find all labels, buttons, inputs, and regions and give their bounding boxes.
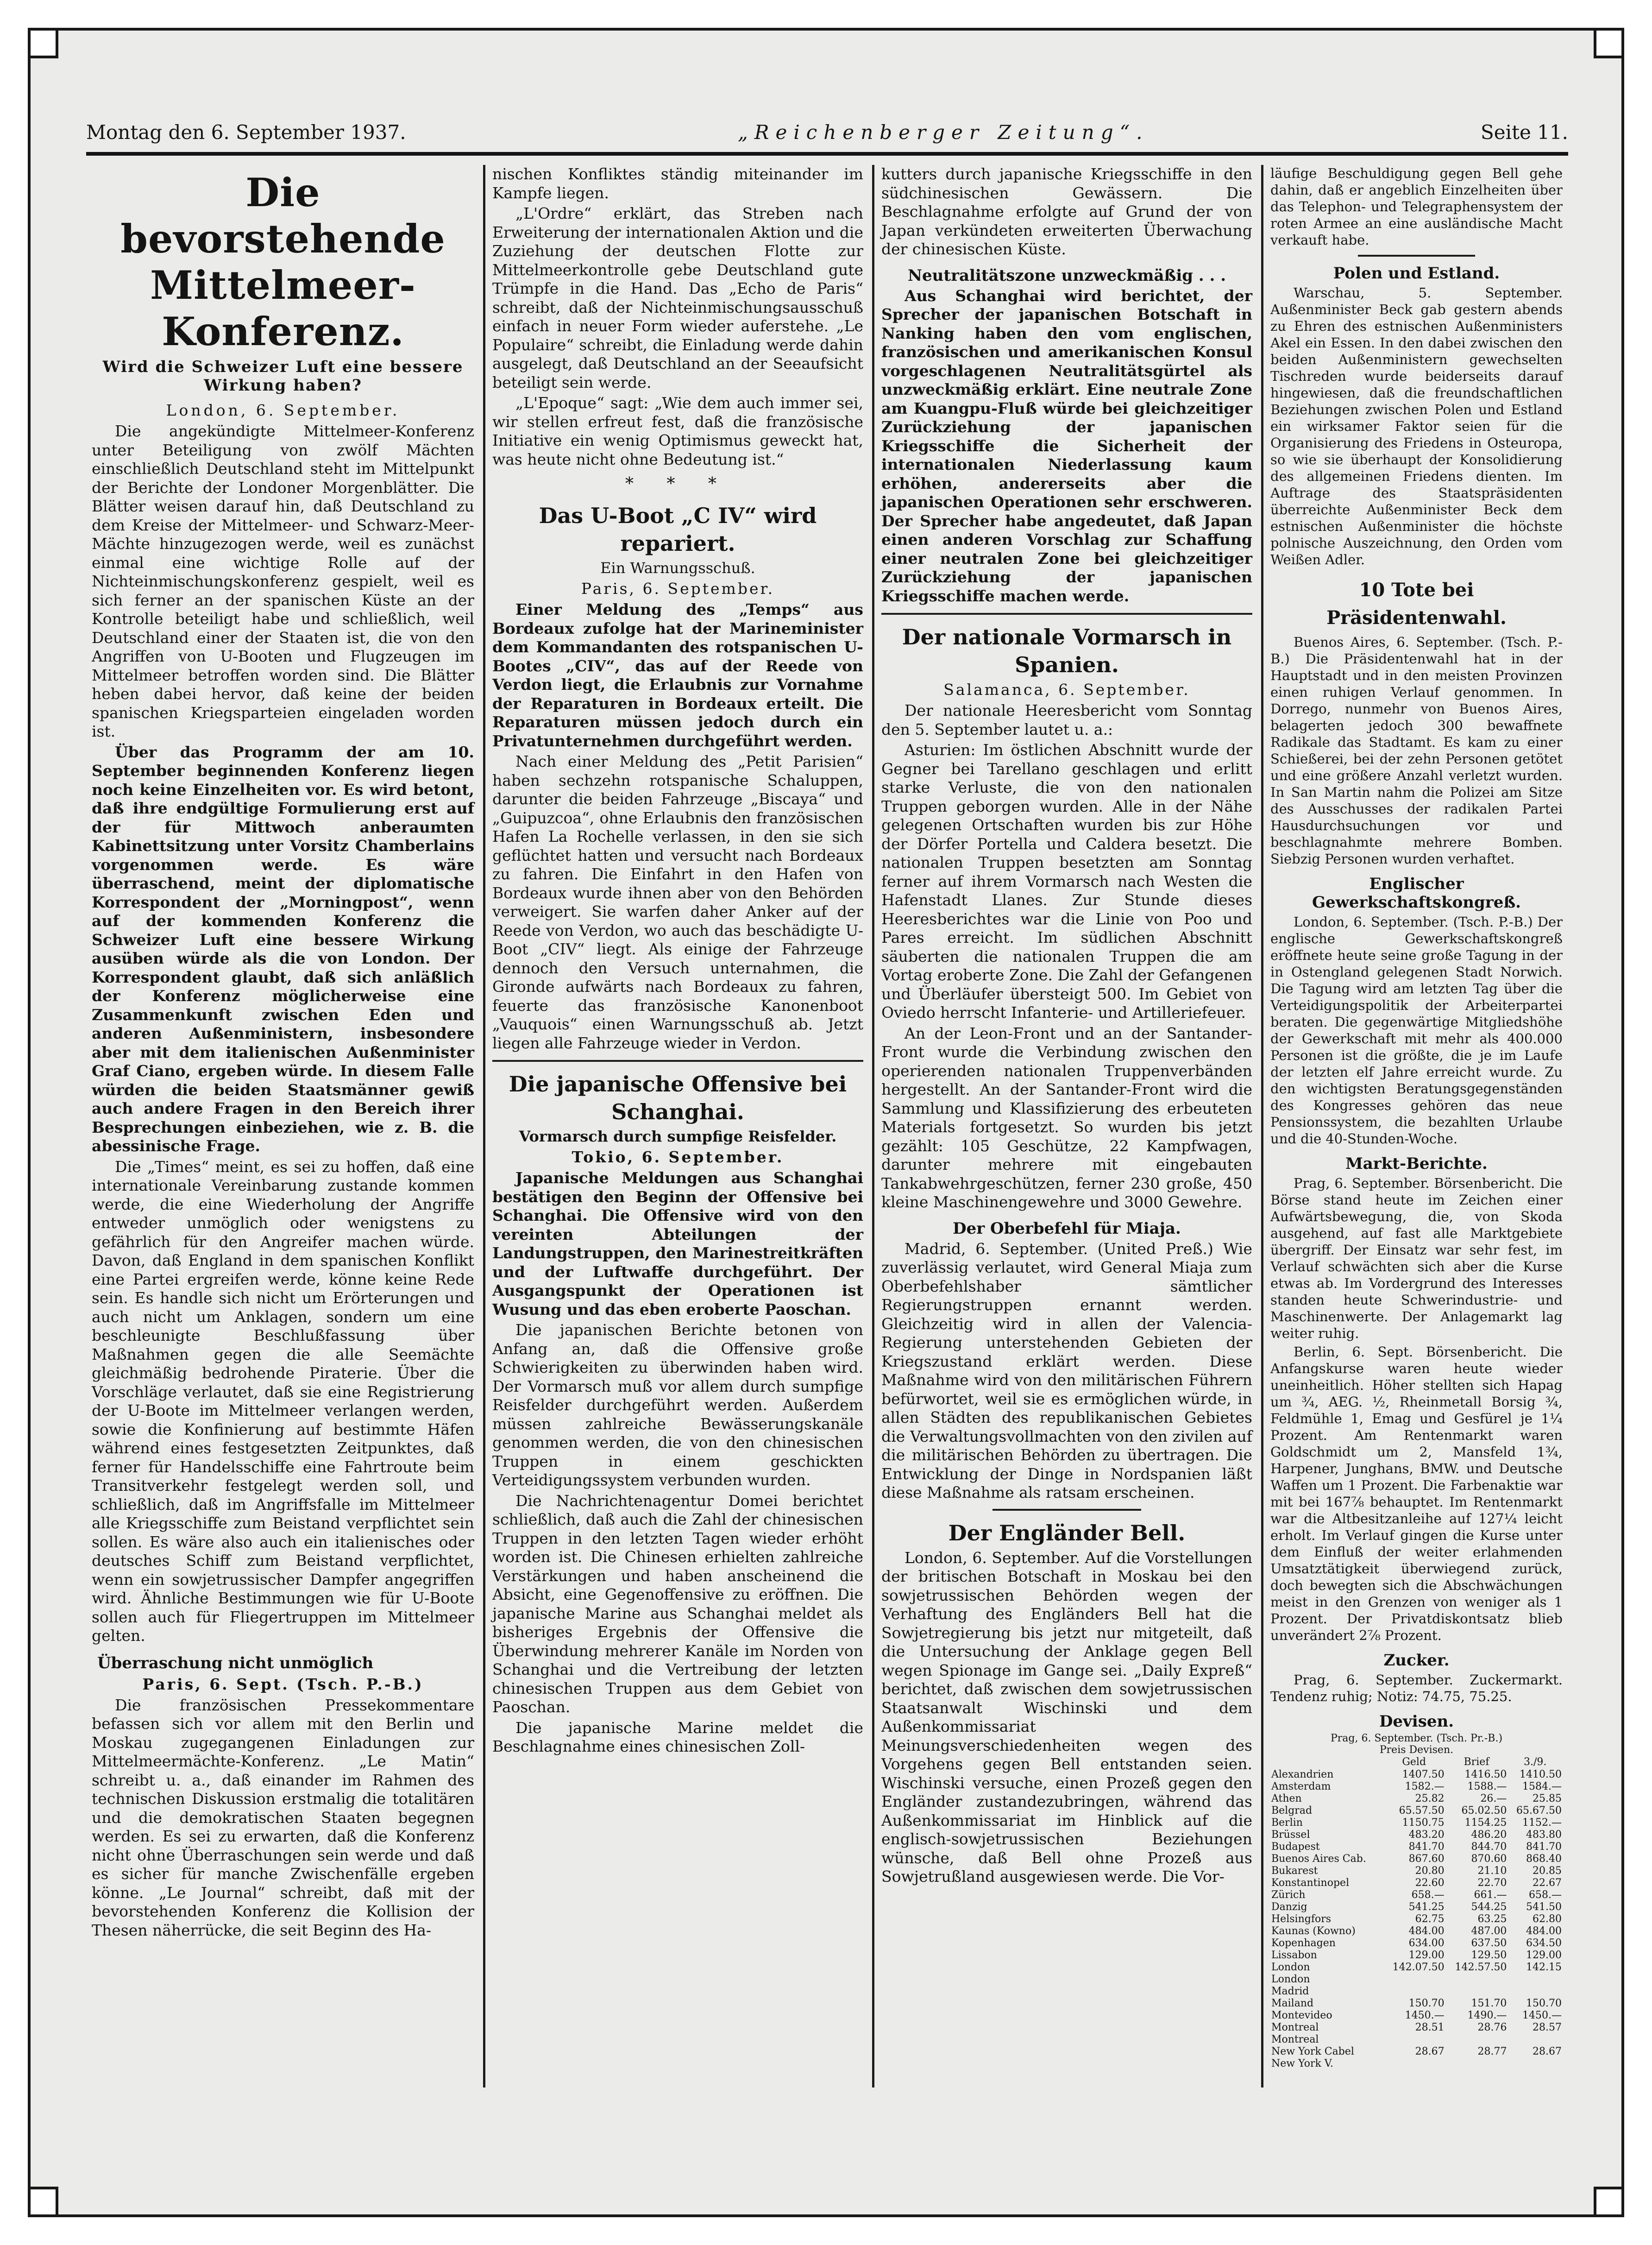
table-row <box>1270 2034 1563 2046</box>
table-row <box>1270 2046 1563 2058</box>
table-cell-prev: 483.80 <box>1526 1829 1562 1841</box>
table-cell-brief: 151.70 <box>1471 1998 1507 2009</box>
table-cell-brief: 142.57.50 <box>1455 1961 1507 1973</box>
table-cell-geld: 658.— <box>1411 1889 1445 1901</box>
section-heading: Der Oberbefehl für Miaja. <box>953 1219 1181 1238</box>
table-cell-brief: 870.60 <box>1471 1853 1507 1865</box>
table-row <box>1270 2058 1563 2070</box>
section-heading: Überraschung nicht unmöglich <box>97 1653 374 1672</box>
section-heading: Neutralitätszone unzweckmäßig . . . <box>907 266 1226 285</box>
table-cell-name: London <box>1271 1961 1310 1973</box>
table-cell-geld: 1582.— <box>1405 1781 1445 1792</box>
table-cell-brief: 65.02.50 <box>1461 1805 1507 1816</box>
table-row <box>1270 1889 1563 1901</box>
table-cell-prev: 28.67 <box>1533 2046 1562 2057</box>
table-cell-prev: 65.67.50 <box>1516 1805 1562 1816</box>
table-row <box>1270 1841 1563 1853</box>
table-row <box>1270 1769 1563 1781</box>
table-cell-brief: 544.25 <box>1471 1901 1507 1913</box>
table-row <box>1270 1949 1563 1961</box>
section-heading: Englischer Gewerkschaftskongreß. <box>1312 875 1521 912</box>
table-cell-prev: 658.— <box>1529 1889 1562 1901</box>
devisen-table-body <box>1270 1769 1563 2070</box>
article-paragraph: Madrid, 6. September. (United Preß.) Wie zuverlässig verlautet, wird General Miaja zum Oberbefehlshaber sämtlicher Regierungstruppen ernannt werden. Gleichzeitig wird in allen der Valencia-Regierung unterstehenden Gebieten der Kriegszustand erklärt werden. Diese Maßnahme wird von den militärischen Führern befürwortet, weil sie es ermöglichen würde, in allen Städten des republikanischen Gebietes die Verwaltungsvollmachten von den zivilen auf die militärischen Behörden zu übertragen. Die Entwicklung der Dinge in Nordspanien läßt diese Maßnahme als ratsam erscheinen. <box>881 1239 1252 1501</box>
table-row <box>1270 1829 1563 1841</box>
article-paragraph: „L'Epoque“ sagt: „Wie dem auch immer sei, wir stellen erfreut fest, daß die französische Initiative ein wenig Optimismus geweckt hat, was heute nicht ohne Bedeutung ist.“ <box>492 394 863 468</box>
column-1 <box>86 165 480 2087</box>
article-paragraph: London, 6. September. (Tsch. P.-B.) Der englische Gewerkschaftskongreß eröffnete heute seine große Tagung in der in Ostengland gelegenen Stadt Norwich. Die Tagung wird am letzten Tag über die Verteidigungspolitik der Arbeiterpartei beraten. Die gegenwärtige Mitgliedshöhe der Gewerkschaft mit mehr als 400.000 Personen ist die größte, die je im Laufe der letzten elf Jahre erreicht wurde. Zu den wichtigsten Beratungsgegenständen des Kongresses gehören das neue Pensionssystem, die bezahlten Urlaube und die 40-Stunden-Woche. <box>1270 914 1563 1147</box>
table-row <box>1270 1913 1563 1925</box>
table-cell-brief: 129.50 <box>1471 1949 1507 1961</box>
table-cell-brief <box>1445 2034 1508 2046</box>
table-row <box>1270 1817 1563 1829</box>
section-divider <box>492 1060 863 1062</box>
article-paragraph: „L'Ordre“ erklärt, das Streben nach Erweiterung der internationalen Aktion und die Zuziehung der deutschen Flotte zur Mittelmeerkontrolle gebe Deutschland gute Trümpfe in die Hand. Das „Echo de Paris“ schreibt, daß der Nichteinmischungsausschuß einfach in neuer Form wieder auferstehe. „Le Populaire“ schreibt, die Einladung werde dahin ausgelegt, daß Deutschland an der Seeaufsicht beteiligt sein werde. <box>492 204 863 391</box>
table-cell-brief: 1416.50 <box>1464 1769 1507 1780</box>
section-divider: * * * <box>625 474 730 493</box>
table-cell-brief: 637.50 <box>1471 1937 1507 1949</box>
table-row <box>1270 1793 1563 1805</box>
section-heading: Polen und Estland. <box>1333 264 1500 283</box>
dateline: Paris, 6. September. <box>581 580 775 598</box>
table-cell-prev <box>1508 2034 1563 2046</box>
article-paragraph: Die japanischen Berichte betonen von Anfang an, daß die Offensive große Schwierigkeiten zu überwinden haben wird. Der Vormarsch muß vor allem durch sumpfige Reisfelder durchgeführt werden. Außerdem müssen zahlreiche Bewässerungskanäle genommen werden, die von den chinesischen Truppen in einem geschickten Verteidigungssystem verbunden wurden. <box>492 1321 863 1489</box>
table-cell-name: Kaunas (Kowno) <box>1271 1925 1356 1937</box>
table-cell-name: Amsterdam <box>1271 1781 1331 1792</box>
section-heading: Zucker. <box>1383 1651 1450 1670</box>
table-cell-name: New York V. <box>1271 2058 1333 2069</box>
table-cell-prev: 20.85 <box>1533 1865 1562 1877</box>
table-cell-geld: 1450.— <box>1405 2010 1445 2021</box>
table-row <box>1270 1937 1563 1949</box>
table-row <box>1270 1865 1563 1877</box>
table-row <box>1270 1877 1563 1889</box>
section-heading: Das U-Boot „C IV“ wird repariert. <box>539 503 817 556</box>
page-header <box>86 105 1568 156</box>
article-paragraph: nischen Konfliktes ständig miteinander im Kampfe liegen. <box>492 165 863 202</box>
table-header-cell: Brief <box>1464 1756 1489 1768</box>
table-cell-prev: 142.15 <box>1526 1961 1562 1973</box>
table-cell-prev: 541.50 <box>1526 1901 1562 1913</box>
table-cell-brief: 22.70 <box>1477 1877 1507 1889</box>
table-header-cell <box>1270 1756 1383 1769</box>
table-cell-brief: 1490.— <box>1467 2010 1507 2021</box>
article-paragraph: Warschau, 5. September. Außenminister Beck gab gestern abends zu Ehren des estnischen Außenministers Akel ein Essen. In den dabei zwischen den beiden Außenministern gewechselten Tischreden wurde beiderseits darauf hingewiesen, daß die freundschaftlichen Beziehungen zwischen Polen und Estland ein wirksamer Faktor seien für die Organisierung des Friedens in Osteuropa, so wie sie überhaupt der Konsolidierung des allgemeinen Friedens dienten. Im Auftrage des Staatspräsidenten überreichte Außenminister Beck dem estnischen Außenminister die höchste polnische Auszeichnung, den Orden vom Weißen Adler. <box>1270 285 1563 568</box>
section-heading: Der nationale Vormarsch in Spanien. <box>902 624 1232 677</box>
table-row <box>1270 1974 1563 1986</box>
article-paragraph: Die französischen Pressekommentare befassen sich vor allem mit den Berlin und Moskau zugegangenen Einladungen zur Mittelmeermächte-Konferenz. „Le Matin“ schreibt u. a., daß einander im Rahmen des technischen Diskussion erstmalig die totalitären und die demokratischen Staaten begegnen werden. Es sei zu erwarten, daß die Konferenz nicht ohne Überraschungen sein werde und daß es sicher für manche Zwischenfälle ergeben könne. „Le Journal“ schreibt, daß mit der bevorstehenden Konferenz die Kollision der Thesen näherrücke, die seit Beginn des Ha- <box>92 1696 474 1939</box>
table-row <box>1270 2010 1563 2022</box>
dateline: Paris, 6. Sept. (Tsch. P.-B.) <box>142 1675 424 1693</box>
column-rule <box>872 165 874 2087</box>
column-3 <box>876 165 1258 2087</box>
market-report: Prag, 6. September. Börsenbericht. Die Börse stand heute im Zeichen einer Aufwärtsbewegung, die, von Skoda ausgehend, auf fast alle Marktgebiete übergriff. Der Einsatz war sehr fest, im Verlauf schwächten sich aber die Kurse etwas ab. Im Vordergrund des Interesses standen heute Schwerindustrie- und Maschinenwerte. Der Anlagemarkt lag weiter ruhig. <box>1270 1175 1563 1341</box>
section-divider <box>992 1509 1141 1511</box>
table-cell-prev: 841.70 <box>1526 1841 1562 1853</box>
table-row <box>1270 1961 1563 1974</box>
article-paragraph: Aus Schanghai wird berichtet, der Sprecher der japanischen Botschaft in Nanking haben den vom englischen, französischen und amerikanischen Konsul vorgeschlagenen Neutralitätsgürtel als unzweckmäßig erklärt. Eine neutrale Zone am Kuangpu-Fluß würde bei gleichzeitiger Zurückziehung der japanischen Kriegsschiffe die Sicherheit der internationalen Niederlassung kaum erhöhen, andererseits aber die japanischen Operationen sehr erschweren. Der Sprecher habe angedeutet, daß Japan einen anderen Vorschlag zur Schaffung einer neutralen Zone bei gleichzeitiger Zurückziehung der japanischen Kriegsschiffe machen werde. <box>881 286 1252 605</box>
column-rule <box>1261 165 1263 2087</box>
table-cell-prev: 150.70 <box>1526 1998 1562 2009</box>
column-4 <box>1265 165 1568 2087</box>
table-cell-prev: 22.67 <box>1533 1877 1562 1889</box>
table-cell-geld: 65.57.50 <box>1399 1805 1445 1816</box>
table-cell-brief: 28.76 <box>1477 2022 1507 2033</box>
table-cell-prev: 25.85 <box>1533 1793 1562 1804</box>
table-cell-prev: 62.80 <box>1533 1913 1562 1925</box>
article-paragraph: Die Nachrichtenagentur Domei berichtet schließlich, daß auch die Zahl der chinesischen Truppen in den letzten Tagen wieder erhöht worden ist. Die Chinesen erhielten zahlreiche Verstärkungen und haben anscheinend die Absicht, eine Gegenoffensive zu eröffnen. Die japanische Marine aus Schanghai meldet als bisheriges Ergebnis der Offensive die Überwindung mehrerer Kanäle im Norden von Schanghai und die Vertreibung der letzten chinesischen Truppen aus dem Gebiet von Paoschan. <box>492 1491 863 1716</box>
article-paragraph: Buenos Aires, 6. September. (Tsch. P.-B.) Die Präsidentenwahl hat in der Hauptstadt und in den meisten Provinzen einen ruhigen Verlauf genommen. In Dorrego, nunmehr von Buenos Aires, belagerten jedoch 300 bewaffnete Radikale das Stadtamt. Es kam zu einer Schießerei, bei der zehn Personen getötet und eine größere Anzahl verletzt wurden. In San Martin nahm die Polizei am Sitze des Ausschusses der radikalen Partei Hausdurchsuchungen vor und beschlagnahmte mehrere Bomben. Siebzig Personen wurden verhaftet. <box>1270 634 1563 867</box>
table-row <box>1270 1986 1563 1998</box>
table-cell-name: Brüssel <box>1271 1829 1310 1841</box>
table-cell-geld: 484.00 <box>1408 1925 1445 1937</box>
header-paper-name: „Reichenberger Zeitung“. <box>738 121 1149 144</box>
table-cell-prev: 129.00 <box>1526 1949 1562 1961</box>
table-cell-prev <box>1508 1974 1563 1986</box>
table-cell-geld: 142.07.50 <box>1392 1961 1445 1973</box>
table-cell-brief: 486.20 <box>1471 1829 1507 1841</box>
table-cell-geld <box>1383 1986 1445 1998</box>
table-cell-name: Belgrad <box>1271 1805 1313 1816</box>
article-paragraph: Über das Programm der am 10. September beginnenden Konferenz liegen noch keine Einzelheiten vor. Es wird betont, daß ihre endgültige Formulierung erst auf der für Mittwoch anberaumten Kabinettsitzung unter Vorsitz Chamberlains vorgenommen werde. Es wäre überraschend, meint der diplomatische Korrespondent der „Morningpost“, wenn auf der kommenden Konferenz die Schweizer Luft eine bessere Wirkung ausüben würde als die von London. Der Korrespondent glaubt, daß sich anläßlich der Konferenz möglicherweise eine Zusammenkunft zwischen Eden und anderen Außenministern, insbesondere aber mit dem italienischen Außenminister Graf Ciano, ergeben würde. In diesem Falle würden die beiden Staatsmänner gewiß auch andere Fragen in den Bereich ihrer Besprechungen einbeziehen, wie z. B. die abessinische Frage. <box>92 743 474 1155</box>
table-cell-geld: 1150.75 <box>1402 1817 1445 1829</box>
table-row <box>1270 1901 1563 1913</box>
devisen-caption: Prag, 6. September. (Tsch. Pr.-B.) <box>1330 1733 1503 1744</box>
section-divider <box>1358 255 1475 257</box>
table-cell-name: Alexandrien <box>1271 1769 1334 1780</box>
table-cell-brief: 28.77 <box>1477 2046 1507 2057</box>
table-cell-brief: 63.25 <box>1477 1913 1507 1925</box>
table-cell-geld: 25.82 <box>1415 1793 1445 1804</box>
table-row <box>1270 1925 1563 1937</box>
table-cell-name: Madrid <box>1271 1986 1309 1997</box>
table-cell-geld <box>1383 2058 1445 2070</box>
article-paragraph: Der nationale Heeresbericht vom Sonntag den 5. September lautet u. a.: <box>881 701 1252 738</box>
table-cell-brief: 21.10 <box>1477 1865 1507 1877</box>
newspaper-page <box>28 28 1624 2217</box>
table-cell-prev: 1410.50 <box>1520 1769 1562 1780</box>
article-paragraph: Einer Meldung des „Temps“ aus Bordeaux zufolge hat der Marineminister dem Kommandanten des rotspanischen U-Bootes „CIV“, das auf der Reede von Verdon liegt, die Erlaubnis zur Vornahme der Reparaturen in Bordeaux erteilt. Die Reparaturen müssen jedoch durch ein Privatunternehmen durchgeführt werden. <box>492 600 863 750</box>
table-cell-name: Budapest <box>1271 1841 1320 1853</box>
article-paragraph: kutters durch japanische Kriegsschiffe in den südchinesischen Gewässern. Die Beschlagnahme erfolgte auf Grund der von Japan verkündeten erweiterten Überwachung der chinesischen Küste. <box>881 165 1252 258</box>
table-cell-brief: 1588.— <box>1467 1781 1507 1792</box>
table-cell-geld: 150.70 <box>1408 1998 1445 2009</box>
table-header-cell: 3./9. <box>1524 1756 1547 1768</box>
article-paragraph: Asturien: Im östlichen Abschnitt wurde der Gegner bei Tarellano geschlagen und erlitt starke Verluste, die von den nationalen Truppen geborgen wurden. Alle in der Nähe gelegenen Ortschaften wurden bis zur Höhe der Dörfer Portella und Caldera besetzt. Die nationalen Truppen besetzten am Sonntag ferner auf ihrem Vormarsch nach Westen die Hafenstadt Llanes. Zur Stunde dieses Heeresberichtes war die Linie von Poo und Pares erreicht. Im südlichen Abschnitt säuberten die nationalen Truppen die am Vortag eroberte Zone. Die Zahl der Gefangenen und Überläufer übersteigt 500. Im Gebiet von Oviedo herrscht Infanterie- und Artilleriefeuer. <box>881 741 1253 1022</box>
table-cell-geld: 634.00 <box>1408 1937 1445 1949</box>
article-paragraph: Nach einer Meldung des „Petit Parisien“ haben sechzehn rotspanische Schaluppen, darunter die beiden Fahrzeuge „Biscaya“ und „Guipuzcoa“, ohne Erlaubnis den französischen Hafen La Rochelle verlassen, in den sie sich geflüchtet hatten und versucht nach Bordeaux zu fahren. Die Einfahrt in den Hafen von Bordeaux wurde ihnen aber von den Behörden verweigert. Sie warfen daher Anker auf der Reede von Verdon, wo auch das beschädigte U-Boot „CIV“ liegt. Als einige der Fahrzeuge dennoch den Versuch unternahmen, die Gironde aufwärts nach Bordeaux zu fahren, feuerte das französische Kanonenboot „Vauquois“ einen Warnungsschuß ab. Jetzt liegen alle Fahrzeuge wieder in Verdon. <box>492 752 863 1052</box>
header-date: Montag den 6. September 1937. <box>86 121 406 144</box>
table-cell-name: Zürich <box>1271 1889 1306 1901</box>
section-divider <box>881 613 1252 615</box>
market-report: Prag, 6. September. Zuckermarkt. Tendenz ruhig; Notiz: 74.75, 75.25. <box>1270 1672 1563 1704</box>
corner-mark <box>31 31 58 58</box>
table-cell-geld: 867.60 <box>1408 1853 1445 1865</box>
table-cell-name: Athen <box>1271 1793 1302 1804</box>
table-cell-brief <box>1445 2058 1508 2070</box>
table-cell-prev: 28.57 <box>1533 2022 1562 2033</box>
article-paragraph: läufige Beschuldigung gegen Bell gehe dahin, daß er angeblich Einzelheiten über das Telephon- und Telegraphensystem der roten Armee an eine ausländische Macht verkauft habe. <box>1270 165 1563 248</box>
table-cell-name: Danzig <box>1271 1901 1307 1913</box>
main-subheadline: Wird die Schweizer Luft eine bessere Wirkung haben? <box>102 358 464 395</box>
table-cell-prev: 484.00 <box>1526 1925 1562 1937</box>
main-headline: Die bevorstehende Mittelmeer-Konferenz. <box>120 170 446 354</box>
table-cell-geld: 129.00 <box>1408 1949 1445 1961</box>
table-cell-prev: 1584.— <box>1522 1781 1562 1792</box>
table-cell-geld: 62.75 <box>1415 1913 1445 1925</box>
article-paragraph: Die japanische Marine meldet die Beschlagnahme eines chinesischen Zoll- <box>492 1718 863 1755</box>
corner-mark <box>1594 2187 1621 2214</box>
table-cell-geld: 483.20 <box>1408 1829 1445 1841</box>
section-heading: Die japanische Offensive bei Schanghai. <box>509 1072 847 1124</box>
devisen-table <box>1270 1756 1563 2070</box>
article-paragraph: An der Leon-Front und an der Santander-Front wurde die Verbindung zwischen den operierenden nationalen Truppenverbänden hergestellt. An der Santander-Front wird die Sammlung und Klassifizierung des erbeuteten Materials fortgesetzt. So wurden bis jetzt gezählt: 105 Geschütze, 22 Kampfwagen, darunter mehrere mit eingebauten Tankabwehrgeschützen, ferner 230 große, 450 kleine Maschinengewehre und 3000 Gewehre. <box>881 1024 1252 1211</box>
section-subheading: Vormarsch durch sumpfige Reisfelder. <box>519 1128 837 1145</box>
table-cell-geld: 28.67 <box>1415 2046 1445 2057</box>
table-cell-geld: 1407.50 <box>1402 1769 1445 1780</box>
section-heading: Markt-Berichte. <box>1345 1154 1488 1173</box>
article-paragraph: Die angekündigte Mittelmeer-Konferenz unter Beteiligung von zwölf Mächten einschließlich Deutschland steht im Mittelpunkt der Berichte der Londoner Morgenblätter. Die Blätter weisen darauf hin, daß Deutschland zu dem Kreise der Mittelmeer- und Schwarz-Meer-Mächte hinzugezogen werde, weil es zunächst einmal eine wichtige Rolle auf der Nichteinmischungskonferenz gespielt, weil es sich ferner an der spanischen Küste an der Kontrolle beteiligt habe und schließlich, weil Deutschland einer der Staaten ist, die von den Angriffen von U-Booten und Flugzeugen im Mittelmeer betroffen worden sind. Die Blätter heben dabei hervor, daß keine der beiden spanischen Kriegsparteien eingeladen worden ist. <box>92 422 474 740</box>
column-rule <box>483 165 485 2087</box>
table-cell-brief: 844.70 <box>1471 1841 1507 1853</box>
column-2 <box>487 165 869 2087</box>
table-cell-name: Lissabon <box>1271 1949 1317 1961</box>
section-heading: 10 Tote bei Präsidentenwahl. <box>1326 579 1507 629</box>
dateline: Salamanca, 6. September. <box>943 681 1190 699</box>
table-cell-geld: 541.25 <box>1408 1901 1445 1913</box>
table-cell-name: Helsingfors <box>1271 1913 1332 1925</box>
section-subheading: Ein Warnungsschuß. <box>600 559 755 577</box>
section-heading: Der Engländer Bell. <box>948 1520 1186 1545</box>
table-cell-name: Montreal <box>1271 2022 1319 2033</box>
market-report: Berlin, 6. Sept. Börsenbericht. Die Anfangskurse waren heute wieder uneinheitlich. Höher stellten sich Hapag um ¾, AEG. ½, Rheinmetall Borsig ¾, Feldmühle 1, Emag und Gesfürel je 1¼ Prozent. Am Rentenmarkt waren Goldschmidt um 2, Mansfeld 1¾, Harpener, Junghans, BMW. und Deutsche Waffen um 1 Prozent. Die Farbenaktie war mit bei 167⅞ behauptet. Im Rentenmarkt war die Altbesitzanleihe auf 127¼ leicht erholt. Im Verlauf gingen die Kurse unter dem Einfluß der weiter erlahmenden Umsatztätigkeit überwiegend zurück, doch bewegten sich die Abschwächungen meist in den Grenzen von weniger als 1 Prozent. Der Privatdiskontsatz blieb unverändert 2⅞ Prozent. <box>1270 1344 1563 1643</box>
table-cell-prev: 868.40 <box>1526 1853 1562 1865</box>
table-cell-name: Konstantinopel <box>1271 1877 1350 1889</box>
table-cell-prev: 634.50 <box>1526 1937 1562 1949</box>
table-cell-brief: 487.00 <box>1471 1925 1507 1937</box>
table-cell-brief <box>1445 1986 1508 1998</box>
table-cell-brief: 26.— <box>1480 1793 1507 1804</box>
table-cell-geld: 20.80 <box>1415 1865 1445 1877</box>
dateline: London, 6. September. <box>166 401 400 419</box>
table-cell-prev: 1450.— <box>1522 2010 1562 2021</box>
table-cell-geld: 28.51 <box>1415 2022 1445 2033</box>
table-cell-prev <box>1508 1986 1563 1998</box>
table-cell-name: Kopenhagen <box>1271 1937 1336 1949</box>
table-cell-name: Montreal <box>1271 2034 1319 2045</box>
header-page-number: Seite 11. <box>1481 121 1568 144</box>
article-paragraph: London, 6. September. Auf die Vorstellungen der britischen Botschaft in Moskau bei den sowjetrussischen Behörden wegen der Verhaftung des Engländers Bell hat die Sowjetregierung bis jetzt nur mitgeteilt, daß die Untersuchung der Anklage gegen Bell wegen Spionage im Gange sei. „Daily Expreß“ berichtet, daß zwischen dem sowjetrussischen Staatsanwalt Wischinski und dem Außenkommissariat Meinungsverschiedenheiten wegen des Vorgehens gegen Bell entstanden seien. Wischinski versuche, einen Prozeß gegen den Engländer zustandezubringen, während das Außenkommissariat im Hinblick auf die englisch-sowjetrussischen Beziehungen wünsche, daß Bell ohne Prozeß aus Sowjetrußland ausgewiesen werde. Die Vor- <box>881 1548 1252 1886</box>
table-row <box>1270 1998 1563 2010</box>
dateline: Tokio, 6. September. <box>572 1148 784 1166</box>
table-cell-name: New York Cabel <box>1271 2046 1354 2057</box>
table-cell-name: Montevideo <box>1271 2010 1332 2021</box>
section-heading: Devisen. <box>1379 1712 1454 1731</box>
article-columns <box>86 165 1568 2087</box>
table-cell-geld <box>1383 1974 1445 1986</box>
table-row <box>1270 1805 1563 1817</box>
table-cell-brief: 1154.25 <box>1464 1817 1507 1829</box>
corner-mark <box>1594 31 1621 58</box>
table-row <box>1270 2022 1563 2034</box>
table-cell-geld <box>1383 2034 1445 2046</box>
article-paragraph: Japanische Meldungen aus Schanghai bestätigen den Beginn der Offensive bei Schanghai. Die Offensive wird von den vereinten Abteilungen der Landungstruppen, den Marinestreitkräften und der Luftwaffe durchgeführt. Der Ausgangspunkt der Operationen ist Wusung und das eben eroberte Paoschan. <box>492 1169 863 1318</box>
article-paragraph: Die „Times“ meint, es sei zu hoffen, daß eine internationale Vereinbarung zustande kommen werde, die eine Wiederholung der Angriffe entweder unmöglich oder wenigstens zu gefährlich für den Angreifer machen würde. Davon, daß England in dem spanischen Konflikt eine Partei ergreifen werde, könne keine Rede sein. Es handle sich nicht um Erörterungen und auch nicht um Anklagen, sondern um eine beschleunigte Beschlußfassung über Maßnahmen gegen die alle Seemächte gleichmäßig bedrohende Piraterie. Über die Vorschläge verlautet, daß sie eine Registrierung der U-Boote im Mittelmeer verlangen werden, sowie die Konfinierung auf bestimmte Häfen während eines festgesetzten Zeitpunktes, daß ferner für Handelsschiffe eine Fahrtroute beim Transitverkehr festgelegt werden soll, und schließlich, daß im Angriffsfalle im Mittelmeer alle Kriegsschiffe zum Beistand verpflichtet sein sollen. Es wäre also auch ein italienisches oder deutsches Schiff zum Beistand verpflichtet, wenn ein sowjetrussischer Dampfer angegriffen wird. Ähnliche Bestimmungen wie für U-Boote sollen auch für Fliegertruppen im Mittelmeer gelten. <box>92 1157 474 1645</box>
corner-mark <box>31 2187 58 2214</box>
table-cell-brief: 661.— <box>1474 1889 1507 1901</box>
table-header-row <box>1270 1756 1563 1769</box>
table-cell-name: Berlin <box>1271 1817 1303 1829</box>
table-row <box>1270 1853 1563 1865</box>
table-cell-geld: 22.60 <box>1415 1877 1445 1889</box>
table-cell-prev: 1152.— <box>1522 1817 1562 1829</box>
table-cell-geld: 841.70 <box>1408 1841 1445 1853</box>
table-cell-prev <box>1508 2058 1563 2070</box>
table-header-cell: Geld <box>1402 1756 1426 1768</box>
table-cell-name: London <box>1271 1974 1310 1985</box>
table-cell-brief <box>1445 1974 1508 1986</box>
table-cell-name: Bukarest <box>1271 1865 1318 1877</box>
table-row <box>1270 1781 1563 1793</box>
table-cell-name: Mailand <box>1271 1998 1314 2009</box>
table-cell-name: Buenos Aires Cab. <box>1271 1853 1366 1865</box>
devisen-caption: Preis Devisen. <box>1379 1744 1454 1756</box>
